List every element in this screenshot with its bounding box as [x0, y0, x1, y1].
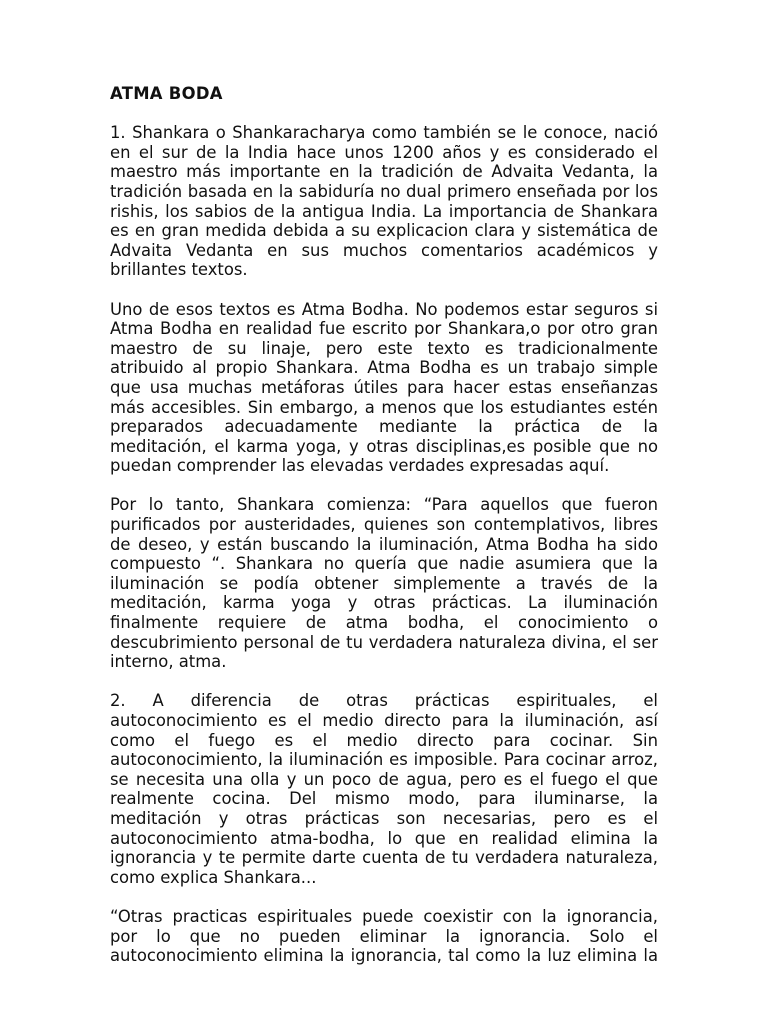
paragraph-5: “Otras practicas espirituales puede coexistir con la ignorancia, por lo que no pueden eliminar la ignorancia. Solo el autoconocimiento elimina la ignorancia, tal como la luz elimina la: [110, 906, 658, 966]
paragraph-3: Por lo tanto, Shankara comienza: “Para aquellos que fueron purificados por austeridades, quienes son contemplativos, libres de deseo, y están buscando la iluminación, Atma Bodha ha sido compuesto “. Shankara no quería que nadie asumiera que la iluminación se podía obtener simplemente a través de la meditación, karma yoga y otras prácticas. La iluminación finalmente requiere de atma bodha, el conocimiento o descubrimiento personal de tu verdadera naturaleza divina, el ser interno, atma.: [110, 495, 658, 672]
document-title: ATMA BODA: [110, 84, 223, 103]
paragraph-1: 1. Shankara o Shankaracharya como también se le conoce, nació en el sur de la India hace unos 1200 años y es considerado el maestro más importante en la tradición de Advaita Vedanta, la tradición basada en la sabiduría no dual primero enseñada por los rishis, los sabios de la antigua India. La importancia de Shankara es en gran medida debida a su explicacion clara y sistemática de Advaita Vedanta en sus muchos comentarios académicos y brillantes textos.: [110, 123, 658, 280]
paragraph-4: 2. A diferencia de otras prácticas espirituales, el autoconocimiento es el medio directo para la iluminación, así como el fuego es el medio directo para cocinar. Sin autoconocimiento, la iluminación es imposible. Para cocinar arroz, se necesita una olla y un poco de agua, pero es el fuego el que realmente cocina. Del mismo modo, para iluminarse, la meditación y otras prácticas son necesarias, pero es el autoconocimiento atma-bodha, lo que en realidad elimina la ignorancia y te permite darte cuenta de tu verdadera naturaleza, como explica Shankara...: [110, 691, 658, 887]
document-page: [110, 84, 658, 985]
paragraph-2: Uno de esos textos es Atma Bodha. No podemos estar seguros si Atma Bodha en realidad fue escrito por Shankara,o por otro gran maestro de su linaje, pero este texto es tradicionalmente atribuido al propio Shankara. Atma Bodha es un trabajo simple que usa muchas metáforas útiles para hacer estas enseñanzas más accesibles. Sin embargo, a menos que los estudiantes estén preparados adecuadamente mediante la práctica de la meditación, el karma yoga, y otras disciplinas,es posible que no puedan comprender las elevadas verdades expresadas aquí.: [110, 299, 658, 476]
